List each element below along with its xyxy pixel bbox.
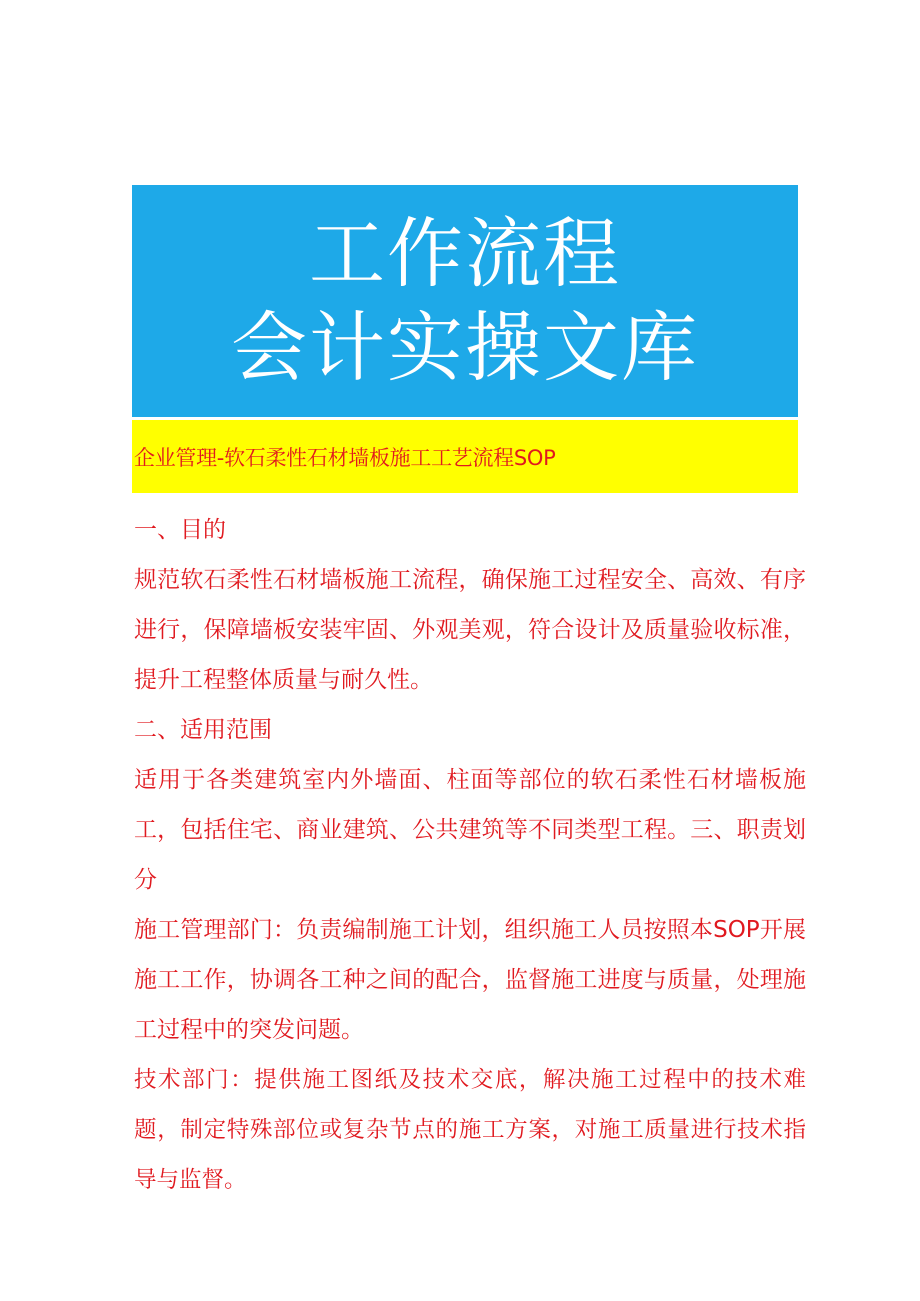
section-heading-purpose: 一、目的 [134, 517, 226, 543]
paragraph-technical-duties: 技术部门：提供施工图纸及技术交底，解决施工过程中的技术难题，制定特殊部位或复杂节点的施工方案，对施工质量进行技术指导与监督。 [134, 1067, 806, 1193]
document-body [134, 505, 806, 1205]
document-subtitle: 企业管理-软石柔性石材墙板施工工艺流程SOP [134, 445, 556, 470]
paragraph-scope: 适用于各类建筑室内外墙面、柱面等部位的软石柔性石材墙板施工，包括住宅、商业建筑、公共建筑等不同类型工程。三、职责划分 [134, 767, 806, 893]
title-banner [132, 185, 798, 417]
paragraph-management-duties: 施工管理部门：负责编制施工计划，组织施工人员按照本SOP开展施工工作，协调各工种之间的配合，监督施工进度与质量，处理施工过程中的突发问题。 [134, 917, 806, 1043]
paragraph-purpose: 规范软石柔性石材墙板施工流程，确保施工过程安全、高效、有序进行，保障墙板安装牢固、外观美观，符合设计及质量验收标准，提升工程整体质量与耐久性。 [134, 567, 806, 693]
subtitle-bar [132, 420, 798, 493]
section-heading-scope: 二、适用范围 [134, 717, 272, 743]
banner-title-line-1: 工作流程 [309, 209, 621, 298]
banner-title-line-2: 会计实操文库 [231, 303, 699, 392]
